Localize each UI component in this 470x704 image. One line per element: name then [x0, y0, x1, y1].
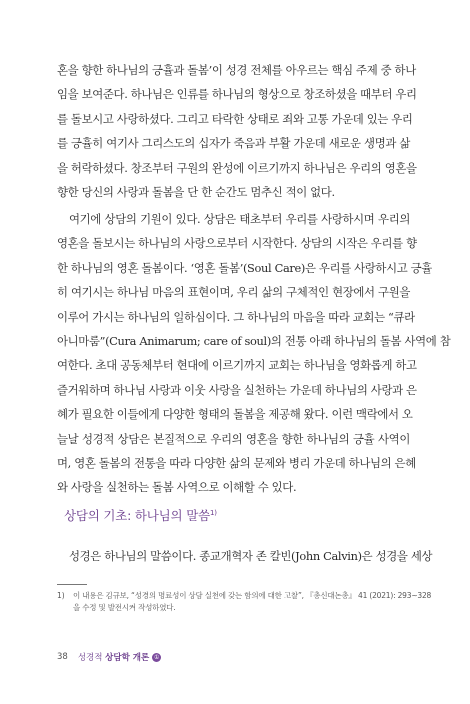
paragraph2-line: 와 사랑을 실천하는 돌봄 사역으로 이해할 수 있다.	[57, 480, 297, 495]
running-title-bold: 상담학 개론	[105, 653, 150, 663]
paragraph-3	[57, 544, 433, 568]
footnote-reference[interactable]: 1)	[209, 509, 217, 517]
page-footer	[57, 651, 161, 663]
paragraph1-line: 를 긍휼히 여기사 그리스도의 십자가 죽음과 부활 가운데 새로운 생명과 삶	[57, 136, 410, 151]
paragraph2-line: 여한다. 초대 공동체부터 현대에 이르기까지 교회는 하나님을 영화롭게 하고	[57, 358, 417, 373]
paragraph2-line: 즐거워하며 하나님 사랑과 이웃 사랑을 실천하는 가운데 하나님의 사랑과 은	[57, 382, 417, 397]
section-heading	[64, 506, 217, 524]
running-title	[78, 651, 161, 663]
paragraph2-line: 아니마룸”(Cura Animarum; care of soul)의 전통 아래 하나님의 돌봄 사역에 참	[57, 333, 451, 348]
footnote-line-1: 이 내용은 김규보, “성경의 명료성이 상담 실천에 갖는 함의에 대한 고찰”, 『총신대논총』 41 (2021): 293~328	[73, 591, 432, 600]
section-heading-text: 상담의 기초: 하나님의 말씀	[64, 508, 210, 523]
footnote-number: 1)	[57, 591, 65, 600]
footnote	[57, 590, 432, 614]
paragraph2-line: 혜가 필요한 이들에게 다양한 형태의 돌봄을 제공해 왔다. 이런 맥락에서 오	[57, 407, 413, 422]
paragraph-1	[57, 58, 417, 204]
paragraph1-line: 임을 보여준다. 하나님은 인류를 하나님의 형상으로 창조하셨을 때부터 우리	[57, 87, 417, 102]
paragraph2-line: 여기에 상담의 기원이 있다. 상담은 태초부터 우리를 사랑하시며 우리의	[69, 212, 410, 226]
paragraph1-line: 을 허락하셨다. 창조부터 구원의 완성에 이르기까지 하나님은 우리의 영혼을	[57, 160, 417, 175]
paragraph1-line: 혼을 향한 하나님의 긍휼과 돌봄’이 성경 전체를 아우르는 핵심 주제 중 하나	[57, 63, 416, 77]
paragraph2-line: 이루어 가시는 하나님의 일하심이다. 그 하나님의 마음을 따라 교회는 “큐라	[57, 309, 415, 324]
page-number: 38	[57, 652, 68, 662]
paragraph-2	[57, 207, 451, 500]
paragraph2-line: 며, 영혼 돌봄의 전통을 따라 다양한 삶의 문제와 병리 가운데 하나님의 은혜	[57, 455, 416, 470]
paragraph2-line: 영혼을 돌보시는 하나님의 사랑으로부터 시작한다. 상담의 시작은 우리를 향	[57, 236, 417, 251]
paragraph2-line: 한 하나님의 영혼 돌봄이다. ‘영혼 돌봄’(Soul Care)은 우리를 사랑하시고 긍휼	[57, 260, 432, 275]
paragraph2-line: 늘날 성경적 상담은 본질적으로 우리의 영혼을 향한 하나님의 긍휼 사역이	[57, 431, 410, 446]
paragraph3-line: 성경은 하나님의 말씀이다. 종교개혁자 존 칼빈(John Calvin)은 성경을 세상	[69, 549, 433, 563]
footnote-divider	[57, 584, 87, 585]
paragraph1-line: 향한 당신의 사랑과 돌봄을 단 한 순간도 멈추신 적이 없다.	[57, 184, 335, 199]
footnote-line-2: 을 수정 및 발전시켜 작성하였다.	[73, 603, 176, 612]
paragraph2-line: 히 여기시는 하나님 마음의 표현이며, 우리 삶의 구체적인 현장에서 구원을	[57, 285, 410, 300]
running-title-plain: 성경적	[77, 653, 106, 663]
paragraph1-line: 를 돌보시고 사랑하셨다. 그리고 타락한 상태로 죄와 고통 가운데 있는 우리	[57, 111, 413, 126]
volume-badge: ①	[153, 654, 160, 661]
